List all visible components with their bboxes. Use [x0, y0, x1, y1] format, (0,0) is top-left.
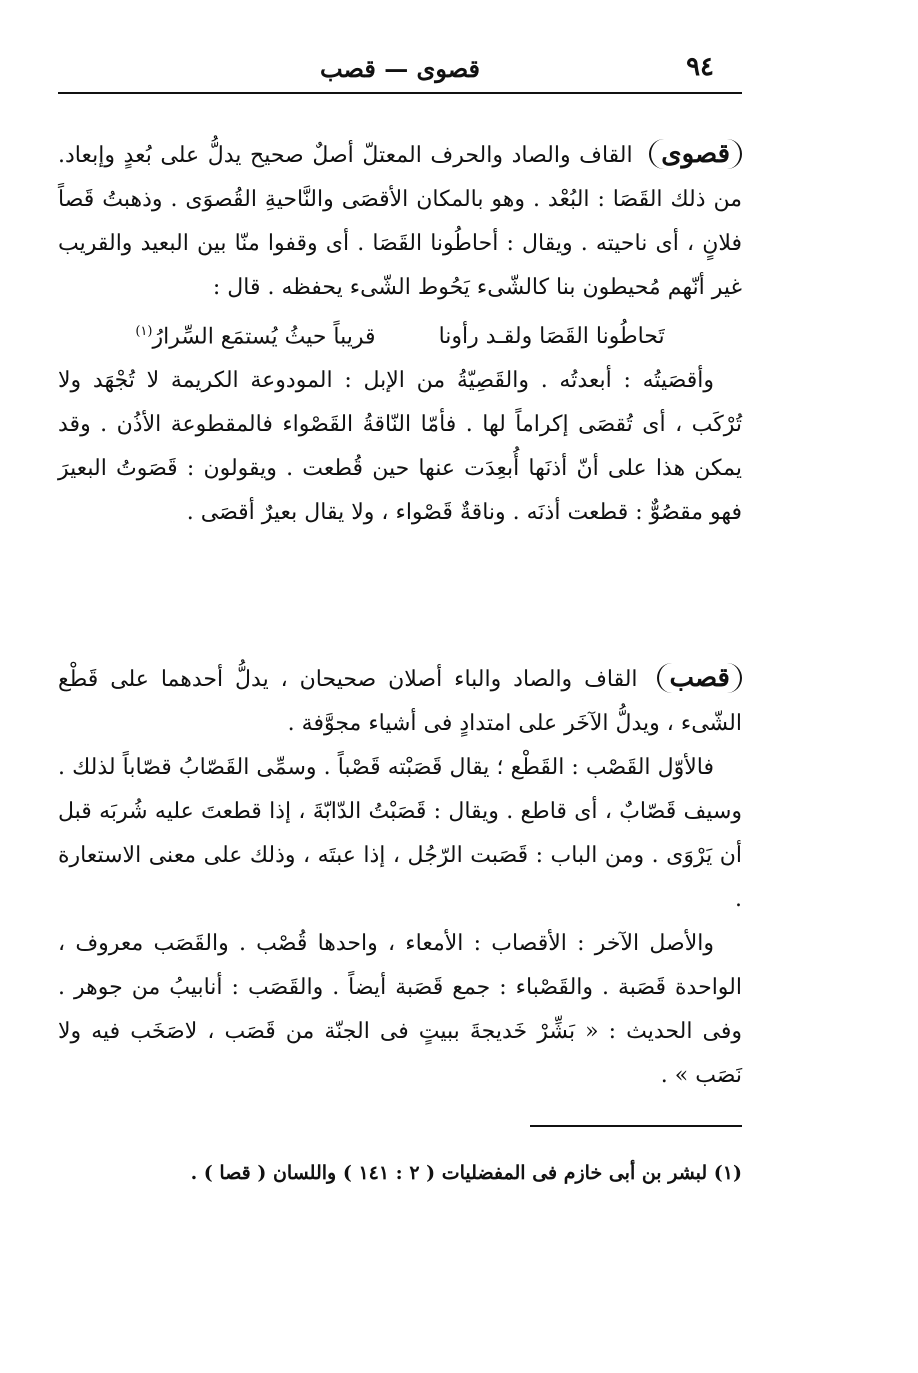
- entry-paragraph: وأقصَيتُه : أبعدتُه . والقَصِيّةُ من الإبل : المودوعة الكريمة لا تُجْهَد ولا تُرْكَب ، أى تُقصَى إكراماً لها . فأمّا النّاقةُ القَصْواء فالمقطوعة الأذُن . وقد يمكن هذا على أنّ أذنَها أُبعِدَت عنها حين قُطعت . ويقولون : قَصَوتُ البعيرَ فهو مقصُوٌّ : قطعت أذنَه . وناقةٌ قَصْواء ، ولا يقال بعيرٌ أقصَى .: [58, 368, 742, 526]
- headword: قصوى: [649, 139, 742, 169]
- entry-intro: [58, 132, 742, 310]
- entry-qaswa: [58, 132, 742, 535]
- entry-paragraph: والأصل الآخر : الأقصاب : الأمعاء ، واحدها قُصْب . والقَصَب معروف ، الواحدة قَصَبة . والقَصْباء : جمع قَصَبة أيضاً . والقَصَب : أنابيبُ من جوهر . وفى الحديث : « بَشِّرْ خَديجةَ ببيتٍ فى الجنّة من قَصَب ، لاصَخَب فيه ولا نَصَب » .: [58, 931, 742, 1088]
- footnote: (١) لبشر بن أبى خازم فى المفضليات ( ٢ : ١٤١ ) واللسان ( قصا ) .: [190, 1162, 742, 1184]
- entry-intro: [58, 656, 742, 746]
- verse-first-hemistich: تَحاطُونا القَصَا ولقـد رأونا: [438, 324, 665, 350]
- running-title: قصوى — قصب: [319, 54, 481, 83]
- page-header: [58, 52, 742, 94]
- entry-qasab: [58, 656, 742, 1098]
- page-number: ٩٤: [686, 52, 714, 82]
- entry-intro-text: القاف والصاد والحرف المعتلّ أصلٌ صحيح يدلُّ على بُعدٍ وإبعاد. من ذلك القَصَا : البُعْد . وهو بالمكان الأقصَى والنَّاحيةِ القُصوَى . وذهبتُ قَصاً فلانٍ ، أى ناحيته . ويقال : أحاطُونا القَصَا . أى وقفوا منّا بين البعيد والقريب غير أنّهم مُحيطون بنا كالشّىء يَحُوط الشّىء يحفظه . قال :: [58, 143, 742, 300]
- entry-paragraph: فالأوّل القَصْب : القَطْع ؛ يقال قَصَبْته قَصْباً . وسمِّى القَصّابُ قصّاباً لذلك . وسيف قَصّابٌ ، أى قاطع . ويقال : قَصَبْتُ الدّابّةَ ، إذا قطعتَ عليه شُربَه قبل أن يَرْوَى . ومن الباب : قَصَبت الرّجُل ، إذا عبتَه ، وذلك على معنى الاستعارة .: [58, 755, 742, 912]
- headword: قصب: [657, 663, 742, 693]
- verse-second-hemistich: قريباً حيثُ يُستمَع السِّرارُ: [152, 324, 376, 350]
- footnote-divider: [530, 1125, 742, 1127]
- verse-line: [58, 310, 742, 359]
- entry-intro-text: القاف والصاد والباء أصلان صحيحان ، يدلُّ أحدهما على قَطْع الشّىء ، ويدلُّ الآخَر على امتدادٍ فى أشياء مجوَّفة .: [58, 667, 742, 736]
- footnote-marker: (١): [135, 324, 153, 339]
